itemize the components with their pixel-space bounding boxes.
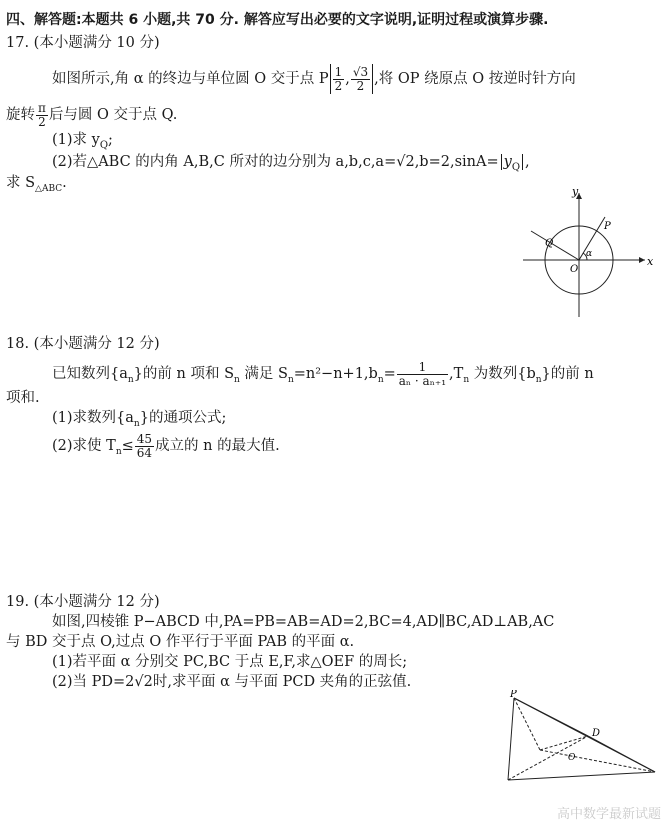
q18-sub2: (2)求使 $T_n\le$ $\frac{45}{64}$ 成立的 n 的最大值. <box>52 431 280 460</box>
q17-text-cont: ,将 OP 绕原点 O 按逆时针方向 <box>374 71 576 87</box>
q17-text: 旋转 <box>6 107 35 123</box>
q18-frac-bn: $\frac{1}{\text{aₙ · aₙ₊₁}}$ <box>398 359 447 388</box>
q17-frac-x: $\frac{1}{2}$ <box>334 64 343 93</box>
q19-heading: 19. (本小题满分 12 分) <box>6 594 160 610</box>
q19-paragraph-line2: 与 BD 交于点 O,过点 O 作平行于平面 PAB 的平面 α. <box>6 634 355 650</box>
edge-bc <box>508 772 655 780</box>
q19-sub1: (1)若平面 α 分别交 PC,BC 于点 E,F,求△OEF 的周长; <box>52 654 408 670</box>
unit-circle-figure <box>515 185 655 320</box>
y-label: y <box>572 185 579 198</box>
origin-label: O <box>570 264 579 275</box>
q17-frac-pi: $\frac{\pi}{2}$ <box>38 100 46 129</box>
point-o-label: O <box>568 753 576 763</box>
q17-text-cont: 后与圆 O 交于点 Q. <box>48 107 178 123</box>
edge-ad <box>540 736 588 750</box>
q19-sub2: (2)当 PD=2√2时,求平面 α 与平面 PCD 夹角的正弦值. <box>52 674 412 690</box>
diagonal-bd <box>508 736 588 780</box>
paren-left <box>330 64 331 94</box>
q18-heading: 18. (本小题满分 12 分) <box>6 336 160 352</box>
section-header: 四、解答题:本题共 6 小题,共 70 分. 解答应写出必要的文字说明,证明过程或演算步骤. <box>6 12 549 28</box>
paren-right <box>372 64 373 94</box>
q17-frac-y: $\frac{√3}{2}$ <box>352 64 369 93</box>
edge-pb <box>514 698 540 750</box>
edge-pd <box>514 698 588 736</box>
point-p-label: P <box>604 221 611 232</box>
q17-sub3: 求 $S_{\triangle ABC}$. <box>6 175 67 194</box>
vertex-p-label: P <box>510 690 517 700</box>
q17-text: 如图所示,角 α 的终边与单位圆 O 交于点 P <box>52 71 329 87</box>
q19-paragraph-line1: 如图,四棱锥 P−ABCD 中,PA=PB=AB=AD=2,BC=4,AD∥BC,AD⊥AB,AC <box>52 614 555 630</box>
q18-paragraph-line2: 项和. <box>6 390 40 406</box>
q17-paragraph-line2 <box>6 98 669 132</box>
x-label: x <box>647 255 654 268</box>
q17-sub1: (1)求 $y_Q$; <box>52 132 113 151</box>
point-q-label: Q <box>545 238 554 249</box>
q18-sub1: (1)求数列$\{a_n\}$的通项公式; <box>52 410 227 429</box>
q18-paragraph-line1: 已知数列$\{a_n\}$的前 n 项和 $S_n$ 满足 $S_n=n^2-n+1,b_n=$ $\frac{1}{\text{aₙ · aₙ₊₁}}$ $,T_n$ 为数列$\{b_n\}$的前 n <box>52 359 594 388</box>
q18-frac-45-64: $\frac{45}{64}$ <box>136 431 153 460</box>
x-axis-arrow <box>639 257 645 263</box>
watermark-text: 高中数学最新试题 <box>556 807 661 822</box>
edge-dc <box>588 736 655 772</box>
q17-heading: 17. (本小题满分 10 分) <box>6 35 160 51</box>
q17-paragraph-line1: 如图所示,角 α 的终边与单位圆 O 交于点 P $\frac{1}{2}$ , $\frac{√3}{2}$ ,将 OP 绕原点 O 按逆时针方向 <box>52 64 576 93</box>
vertex-d-label: D <box>592 728 601 739</box>
q17-sub2: (2)若△ABC 的内角 A,B,C 所对的边分别为 $a,b,c,a=√2,b=2,\sin A= y_Q$ , <box>52 154 530 173</box>
alpha-label: α <box>586 249 593 259</box>
edge-pa <box>508 698 514 780</box>
